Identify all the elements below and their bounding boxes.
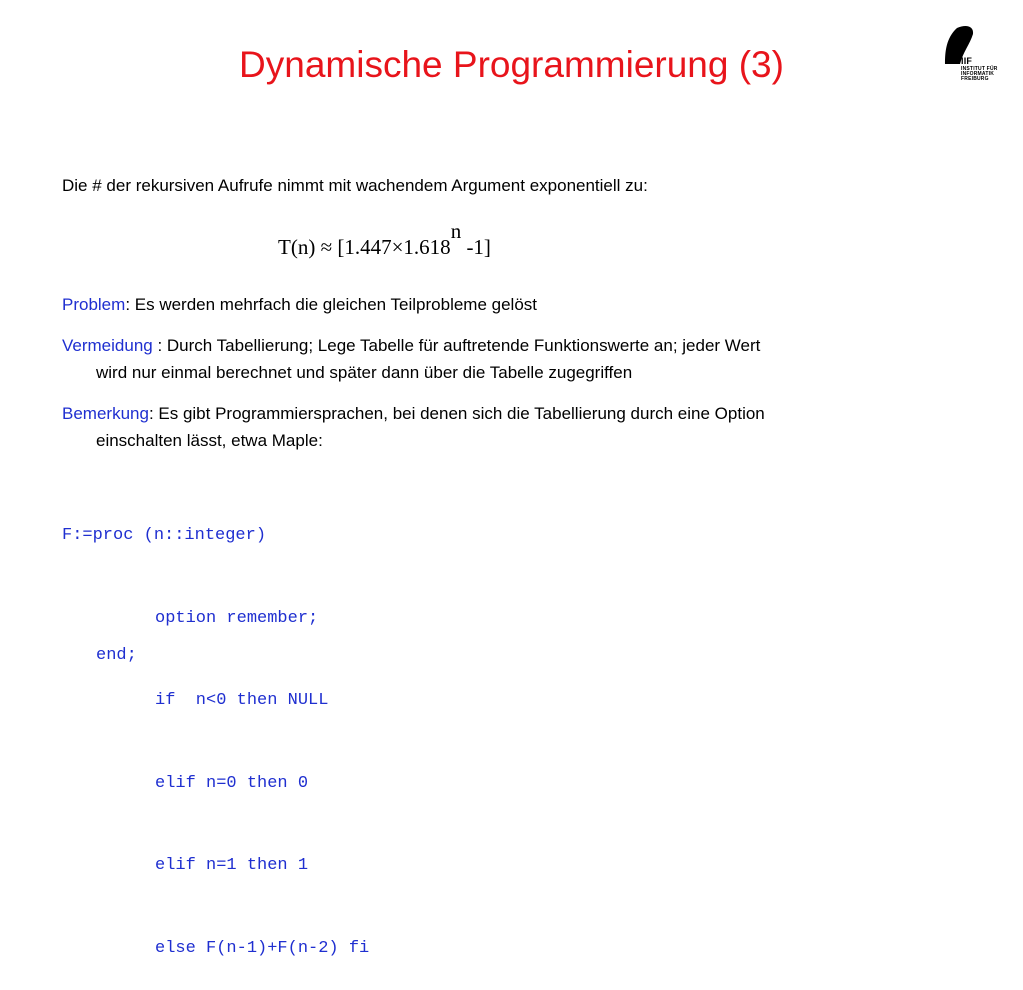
logo-mark: IIF	[961, 56, 973, 66]
formula	[278, 219, 491, 260]
logo-line: INSTITUT FÜR	[961, 66, 998, 72]
code-line: elif n=1 then 1	[155, 856, 309, 875]
formula-exponent: n	[450, 219, 462, 243]
avoidance-paragraph	[62, 332, 760, 386]
code-line: F:=proc (n::integer)	[62, 526, 267, 545]
problem-paragraph	[62, 291, 537, 318]
intro-text: Die # der rekursiven Aufrufe nimmt mit wachendem Argument exponentiell zu:	[62, 176, 648, 195]
avoidance-line-2: wird nur einmal berechnet und später dann über die Tabelle zugegriffen	[96, 363, 633, 382]
code-line: elif n=0 then 0	[155, 773, 309, 793]
remark-line-2: einschalten lässt, etwa Maple:	[96, 431, 323, 450]
remark-paragraph	[62, 400, 765, 454]
problem-text: : Es werden mehrfach die gleichen Teilprobleme gelöst	[125, 295, 538, 314]
avoidance-line-1	[62, 332, 760, 359]
code-line: else F(n-1)+F(n-2) fi	[155, 938, 370, 958]
code-line: if n<0 then NULL	[155, 691, 329, 710]
problem-label: Problem	[62, 295, 126, 314]
logo-line: FREIBURG	[961, 76, 989, 82]
remark-line-1	[62, 400, 765, 427]
code-end: end;	[96, 646, 137, 665]
remark-label: Bemerkung	[62, 404, 149, 423]
formula-right: -1]	[461, 235, 491, 259]
avoidance-label: Vermeidung	[62, 336, 153, 355]
code-block	[62, 467, 369, 990]
formula-left: T(n) ≈ [1.447×1.618	[278, 235, 451, 259]
slide-title: Dynamische Programmierung (3)	[239, 44, 784, 85]
avoidance-text: : Durch Tabellierung; Lege Tabelle für auftretende Funktionswerte an; jeder Wert	[152, 336, 761, 355]
logo-text	[961, 57, 998, 82]
logo-line: INFORMATIK	[961, 71, 995, 77]
code-line: option remember;	[155, 608, 319, 628]
remark-text: : Es gibt Programmiersprachen, bei denen sich die Tabellierung durch eine Option	[148, 404, 765, 423]
